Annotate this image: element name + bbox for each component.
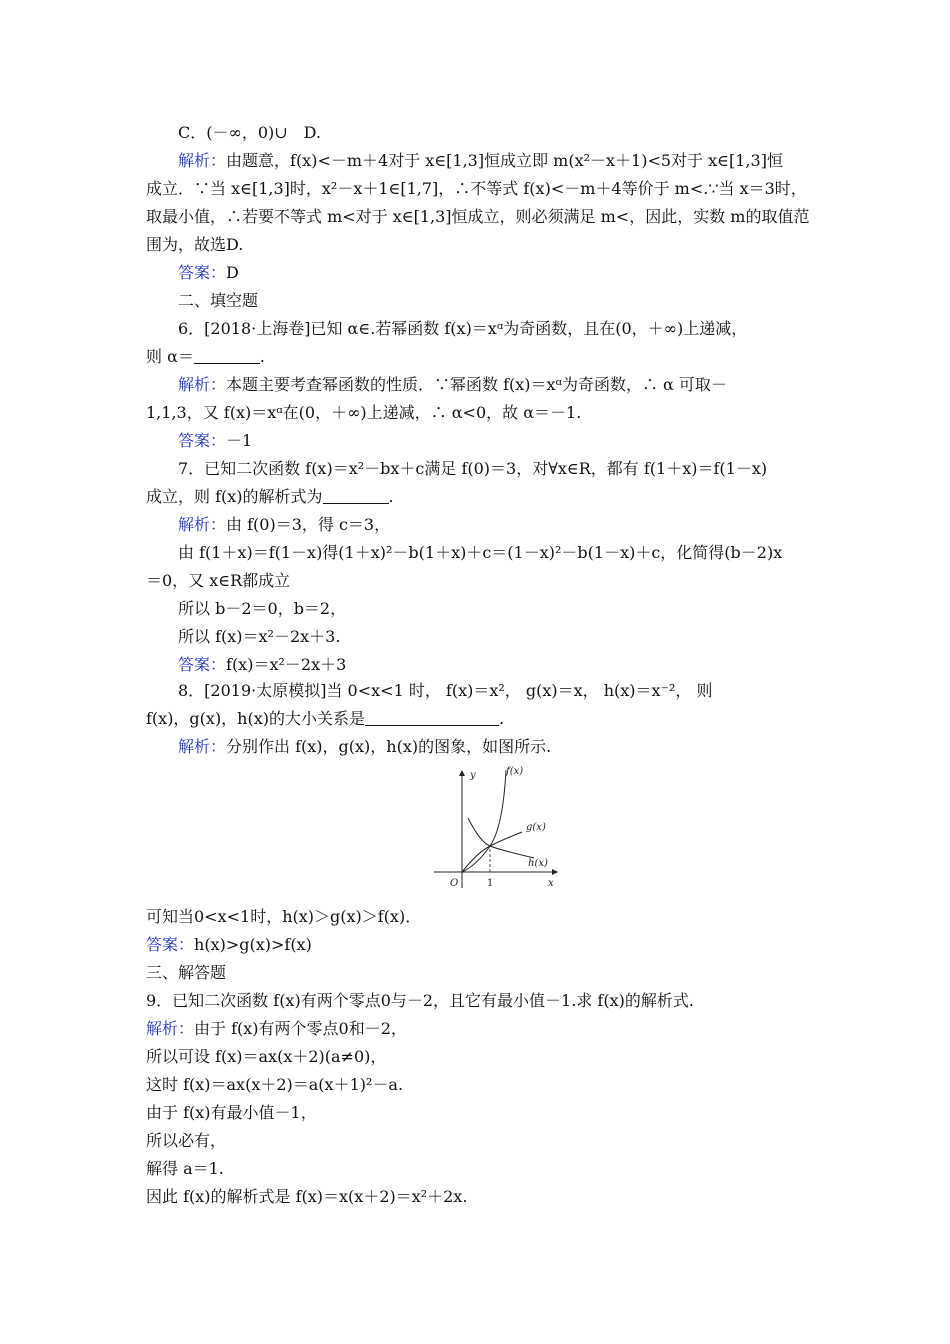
q8-conclusion: 可知当0<x<1时，h(x)＞g(x)＞f(x)． <box>146 907 422 926</box>
q5-answer: 答案：D <box>178 263 239 282</box>
section-heading-solutions: 三、解答题 <box>146 963 227 982</box>
q6-stem-line-2: 则 α＝ . <box>146 347 265 366</box>
x-axis-arrow <box>552 869 558 875</box>
curve-f <box>462 770 506 872</box>
q8-stem-line-1: 8．[2019·太原模拟]当 0<x<1 时， f(x)＝x²， g(x)＝x， h(x)＝x⁻²， 则 <box>178 681 713 700</box>
q5-analysis-line-4: 围为，故选D. <box>146 235 244 254</box>
function-graph-figure <box>428 762 560 890</box>
q5-analysis-line-2: 成立．∵当 x∈[1,3]时，x²－x＋1∈[1,7]，∴不等式 f(x)<－m＋4等价于 m<.∵当 x＝3时， <box>146 179 807 198</box>
q8-analysis-line-1: 解析：分别作出 f(x)，g(x)，h(x)的图象，如图所示. <box>178 737 552 756</box>
answer-label: 答案： <box>178 263 227 282</box>
f-curve-label: f(x) <box>506 766 524 777</box>
answer-blank[interactable] <box>194 348 260 364</box>
q7-analysis-line-3: ＝0，又 x∈R都成立 <box>146 571 291 590</box>
x-axis-label: x <box>548 878 554 889</box>
q6-answer: 答案：－1 <box>178 431 253 450</box>
y-axis-label: y <box>470 770 476 781</box>
q6-analysis-line-1: 解析：本题主要考查幂函数的性质．∵幂函数 f(x)＝xᵅ为奇函数，∴ α 可取－ <box>178 375 727 394</box>
tick-label-1: 1 <box>487 878 494 889</box>
g-curve-label: g(x) <box>526 822 546 833</box>
origin-label: O <box>450 878 459 889</box>
q9-stem: 9．已知二次函数 f(x)有两个零点0与－2，且它有最小值－1.求 f(x)的解析式. <box>146 991 694 1010</box>
q9-analysis-line-1: 解析：由于 f(x)有两个零点0和－2， <box>146 1019 407 1038</box>
answer-blank[interactable] <box>323 488 389 504</box>
q9-analysis-line-2: 所以可设 f(x)＝ax(x＋2)(a≠0)， <box>146 1047 387 1066</box>
q9-analysis-line-5: 所以必有， <box>146 1131 227 1150</box>
answer-blank[interactable] <box>365 710 499 726</box>
q7-stem-line-2: 成立，则 f(x)的解析式为 . <box>146 487 394 506</box>
q6-stem-line-1: 6．[2018·上海卷]已知 α∈.若幂函数 f(x)＝xᵅ为奇函数，且在(0，＋∞)上递减， <box>178 319 748 338</box>
q5-analysis-line-1: 解析：由题意，f(x)<－m＋4对于 x∈[1,3]恒成立即 m(x²－x＋1)<5对于 x∈[1,3]恒 <box>178 151 783 170</box>
q9-analysis-line-4: 由于 f(x)有最小值－1， <box>146 1103 317 1122</box>
q7-analysis-line-1: 解析：由 f(0)＝3，得 c＝3， <box>178 515 391 534</box>
q5-analysis-line-3: 取最小值，∴若要不等式 m<对于 x∈[1,3]恒成立，则必须满足 m<，因此，实数 m的取值范 <box>146 207 810 226</box>
y-axis-arrow <box>459 770 465 776</box>
q7-analysis-line-5: 所以 f(x)＝x²－2x＋3. <box>178 627 341 646</box>
q7-answer: 答案：f(x)＝x²－2x＋3 <box>178 655 347 674</box>
q9-analysis-line-7: 因此 f(x)的解析式是 f(x)＝x(x＋2)＝x²＋2x. <box>146 1187 468 1206</box>
q6-analysis-line-2: 1,1,3，又 f(x)＝xᵅ在(0，＋∞)上递减，∴ α<0，故 α＝－1. <box>146 403 582 422</box>
q9-analysis-line-6: 解得 a＝1. <box>146 1159 224 1178</box>
option-c: C．(－∞，0)∪ D. <box>178 123 321 142</box>
q8-answer: 答案：h(x)>g(x)>f(x) <box>146 935 312 954</box>
curve-h <box>468 818 534 858</box>
q9-analysis-line-3: 这时 f(x)＝ax(x＋2)＝a(x＋1)²－a. <box>146 1075 404 1094</box>
analysis-label: 解析： <box>178 151 227 170</box>
h-curve-label: h(x) <box>528 858 548 869</box>
section-heading-fill-in: 二、填空题 <box>178 291 259 310</box>
q7-analysis-line-2: 由 f(1＋x)＝f(1－x)得(1＋x)²－b(1＋x)＋c＝(1－x)²－b(1－x)＋c，化简得(b－2)x <box>178 543 783 562</box>
q8-stem-line-2: f(x)，g(x)，h(x)的大小关系是 . <box>146 709 505 728</box>
q7-analysis-line-4: 所以 b－2＝0，b＝2， <box>178 599 347 618</box>
q7-stem-line-1: 7．已知二次函数 f(x)＝x²－bx＋c满足 f(0)＝3，对∀x∈R，都有 f(1＋x)＝f(1－x) <box>178 459 768 478</box>
